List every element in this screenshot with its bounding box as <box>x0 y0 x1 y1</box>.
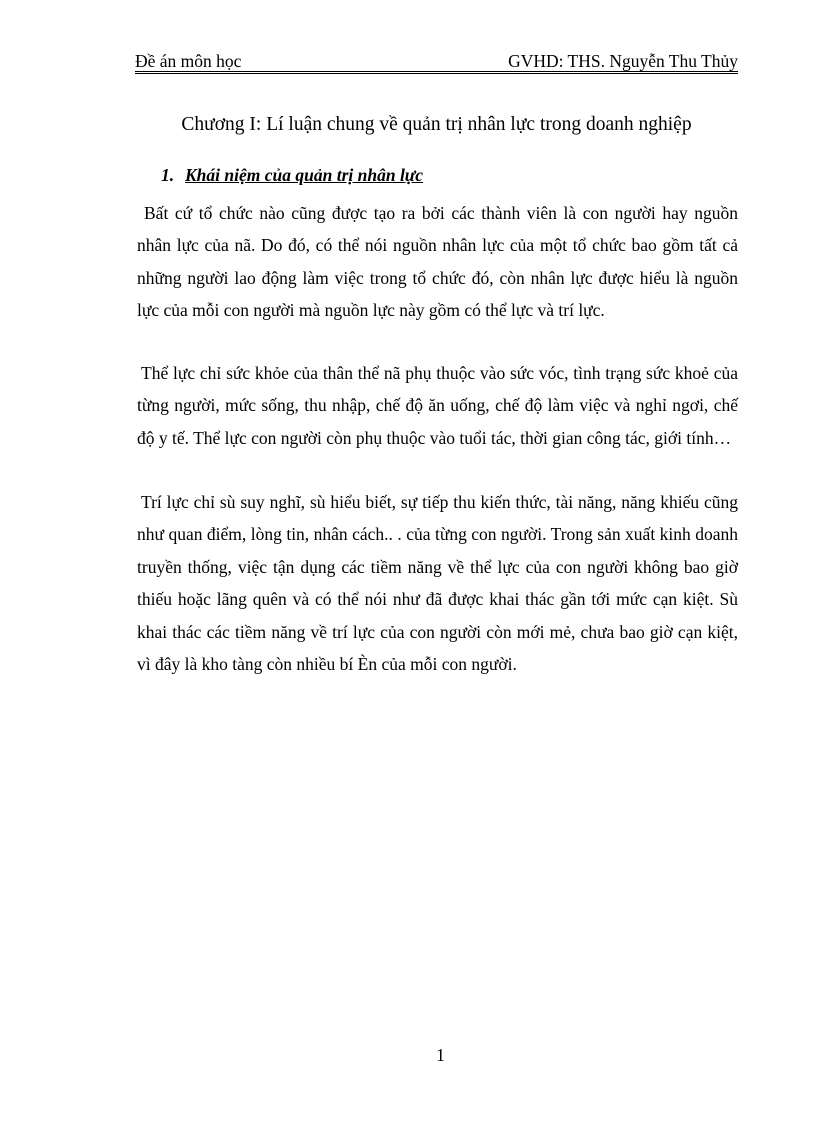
header-document-type: Đề án môn học <box>135 51 242 71</box>
section-heading <box>161 164 423 186</box>
header-rule-secondary <box>135 73 738 74</box>
page-number: 1 <box>436 1045 445 1065</box>
paragraph-human-resources: Bất cứ tổ chức nào cũng được tạo ra bởi các thành viên là con người hay nguồn nhân lực của nã. Do đó, có thể nói nguồn nhân lực của một tổ chức bao gồm tất cả những người lao động làm việc trong tổ chức đó, còn nhân lực được hiểu là nguồn lực của mỗi con người mà nguồn lực này gồm có thể lực và trí lực. <box>137 203 738 321</box>
section-number: 1. <box>161 165 175 185</box>
paragraph-physical-strength: Thể lực chỉ sức khỏe của thân thể nã phụ thuộc vào sức vóc, tình trạng sức khoẻ của từng người, mức sống, thu nhập, chế độ ăn uống, chế độ làm việc và nghỉ ngơi, chế độ y tế. Thể lực con người còn phụ thuộc vào tuổi tác, thời gian công tác, giới tính… <box>137 363 738 448</box>
page-header <box>135 50 738 72</box>
chapter-title: Chương I: Lí luận chung về quản trị nhân lực trong doanh nghiệp <box>181 114 692 135</box>
header-rule <box>135 71 738 72</box>
header-supervisor: GVHD: THS. Nguyễn Thu Thủy <box>508 51 738 71</box>
paragraph-intellectual-strength: Trí lực chỉ sù suy nghĩ, sù hiểu biết, sự tiếp thu kiến thức, tài năng, năng khiếu cũng như quan điểm, lòng tin, nhân cách.. . của từng con người. Trong sản xuất kinh doanh truyền thống, việc tận dụng các tiềm năng về thể lực của con người không bao giờ thiếu hoặc lãng quên và có thể nói như đã được khai thác gần tới mức cạn kiệt. Sù khai thác các tiềm năng về trí lực của con người còn mới mẻ, chưa bao giờ cạn kiệt, vì đây là kho tàng còn nhiều bí Èn của mỗi con người. <box>137 492 738 675</box>
section-title: Khái niệm của quản trị nhân lực <box>185 165 424 185</box>
